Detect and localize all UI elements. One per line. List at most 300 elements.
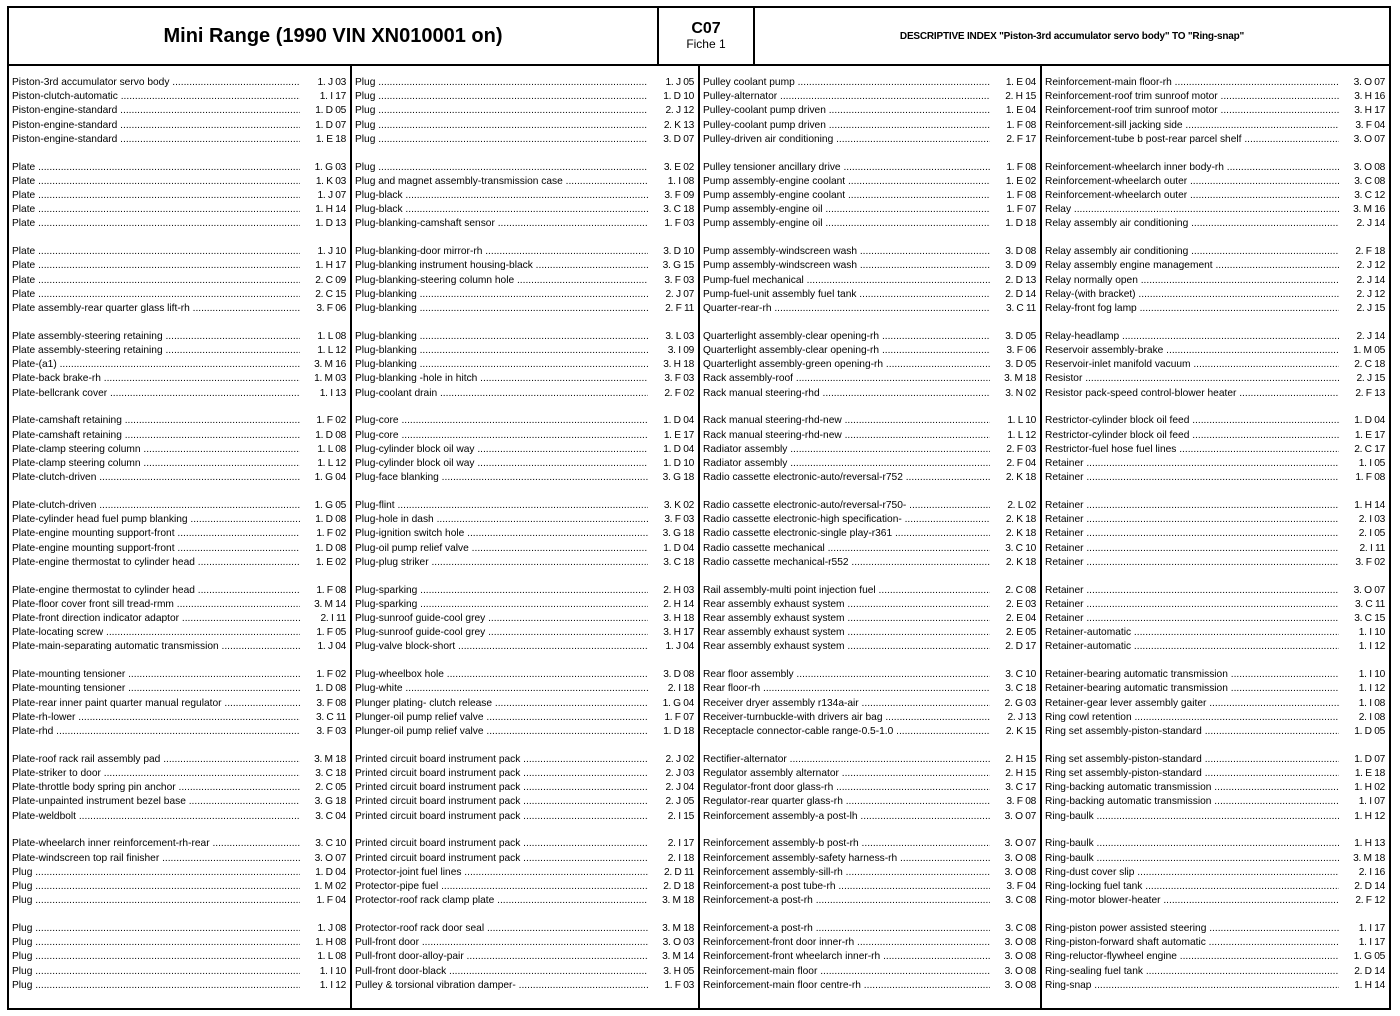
index-entry [9, 443, 350, 456]
index-entry [352, 119, 698, 132]
entry-description: Reinforcement-a post-rh ..... [703, 922, 990, 935]
entry-reference: 2. J 13 [1007, 711, 1036, 723]
entry-description: Plate-back brake-rh ..... [12, 372, 300, 385]
index-entry [1042, 330, 1389, 343]
entry-reference: 1. E 17 [1354, 429, 1385, 441]
index-entry [1042, 612, 1389, 625]
index-entry [352, 387, 698, 400]
entry-reference: 1. J 04 [665, 641, 694, 653]
entry-reference: 1. G 03 [314, 161, 346, 173]
entry-description: Plug-sunroof guide-cool grey ..... [355, 612, 648, 625]
index-entry [9, 781, 350, 794]
entry-description: Printed circuit board instrument pack ..... [355, 810, 648, 823]
index-entry [9, 274, 350, 287]
entry-reference: 1. F 05 [316, 627, 346, 639]
index-entry [352, 795, 698, 808]
index-entry [1042, 584, 1389, 597]
entry-description: Plate ..... [12, 161, 300, 174]
index-entry [9, 203, 350, 216]
entry-description: Plug ..... [12, 979, 300, 992]
entry-reference: 2. F 03 [1006, 443, 1036, 455]
entry-description: Plate assembly-steering retaining ..... [12, 344, 300, 357]
entry-reference: 3. C 08 [1005, 895, 1036, 907]
entry-description: Plug ..... [12, 922, 300, 935]
index-entry [700, 344, 1040, 357]
entry-reference: 2. E 03 [1005, 598, 1036, 610]
index-entry [352, 133, 698, 146]
entry-description: Rear assembly exhaust system ..... [703, 612, 990, 625]
entry-reference: 3. C 12 [1354, 190, 1385, 201]
entry-reference: 1. H 17 [315, 260, 346, 272]
index-entry [352, 90, 698, 103]
index-entry [9, 76, 350, 89]
entry-reference: 3. C 18 [1005, 683, 1036, 695]
entry-description: Reinforcement assembly-sill-rh ..... [703, 866, 990, 879]
index-entry [352, 457, 698, 470]
entry-reference: 2. C 08 [1005, 584, 1036, 596]
index-entry [700, 429, 1040, 442]
entry-reference: 2. G 03 [1004, 697, 1036, 709]
index-entry [1042, 979, 1389, 992]
entry-description: Reinforcement-wheelarch inner body-rh ..... [1045, 161, 1339, 174]
entry-reference: 3. F 03 [664, 373, 694, 385]
index-entry [700, 471, 1040, 484]
index-entry [9, 682, 350, 695]
index-entry [9, 104, 350, 117]
index-entry [1042, 429, 1389, 442]
entry-description: Plate-camshaft retaining ..... [12, 414, 300, 427]
entry-reference: 1. D 05 [1354, 726, 1385, 737]
index-entry [1042, 443, 1389, 456]
index-entry [700, 90, 1040, 103]
entry-reference: 3. F 03 [664, 514, 694, 526]
index-entry [352, 429, 698, 442]
entry-reference: 3. O 03 [662, 937, 694, 949]
entry-reference: 1. D 13 [315, 218, 346, 230]
entry-description: Pump-fuel mechanical ..... [703, 274, 990, 287]
entry-reference: 1. E 04 [1005, 105, 1036, 117]
entry-reference: 3. F 06 [316, 303, 346, 314]
entry-reference: 3. H 18 [663, 359, 694, 371]
entry-description: Retainer-automatic ..... [1045, 640, 1339, 653]
entry-reference: 1. F 07 [1006, 204, 1036, 216]
entry-description: Ring-motor blower-heater ..... [1045, 894, 1339, 907]
entry-reference: 3. O 07 [314, 852, 346, 864]
entry-reference: 1. H 08 [315, 937, 346, 949]
index-description: DESCRIPTIVE INDEX "Piston-3rd accumulator servo body" TO "Ring-snap" [899, 30, 1245, 42]
index-entry [1042, 711, 1389, 724]
index-entry [9, 852, 350, 865]
entry-description: Plug-blanking ..... [355, 302, 648, 315]
entry-description: Plate-clutch-driven ..... [12, 499, 300, 512]
entry-reference: 2. I 11 [320, 613, 346, 624]
entry-reference: 3. F 06 [1006, 345, 1036, 356]
index-entry [352, 894, 698, 907]
entry-description: Plate-engine thermostat to cylinder head ..... [12, 584, 300, 597]
entry-reference: 2. E 04 [1005, 613, 1036, 624]
entry-description: Ring-backing automatic transmission ..... [1045, 795, 1339, 808]
index-entry [700, 612, 1040, 625]
entry-reference: 2. D 14 [1005, 288, 1036, 300]
index-entry [1042, 626, 1389, 639]
entry-reference: 3. G 18 [662, 472, 694, 484]
entry-description: Restrictor-cylinder block oil feed ..... [1045, 414, 1339, 427]
index-entry [1042, 104, 1389, 117]
index-entry [352, 175, 698, 188]
entry-description: Relay assembly engine management ..... [1045, 259, 1339, 272]
entry-reference: 2. K 18 [1005, 556, 1036, 568]
entry-reference: 3. F 02 [1355, 556, 1385, 568]
entry-description: Retainer ..... [1045, 527, 1339, 540]
entry-reference: 2. J 15 [1356, 303, 1385, 314]
entry-reference: 1. I 17 [1358, 923, 1385, 934]
index-entry [9, 894, 350, 907]
index-entry [1042, 358, 1389, 371]
index-entry [700, 810, 1040, 823]
entry-reference: 1. H 12 [1354, 810, 1385, 822]
entry-reference: 1. I 12 [319, 979, 346, 991]
index-entry [9, 668, 350, 681]
entry-description: Retainer ..... [1045, 513, 1339, 526]
entry-description: Plug-plug striker ..... [355, 556, 648, 569]
index-entry [9, 922, 350, 935]
entry-reference: 2. F 12 [1355, 895, 1385, 907]
entry-description: Receiver-turnbuckle-with drivers air bag ..... [703, 711, 990, 724]
index-entry [1042, 810, 1389, 823]
index-entry [9, 753, 350, 766]
index-entry [1042, 936, 1389, 949]
entry-description: Protector-joint fuel lines ..... [355, 866, 648, 879]
entry-description: Plug ..... [12, 866, 300, 879]
entry-reference: 2. K 13 [663, 119, 694, 131]
entry-description: Piston-engine-standard ..... [12, 104, 300, 117]
entry-reference: 1. J 10 [317, 246, 346, 258]
entry-description: Plug-blanking-camshaft sensor ..... [355, 217, 648, 230]
entry-description: Printed circuit board instrument pack ..... [355, 767, 648, 780]
entry-description: Plug ..... [355, 133, 648, 146]
entry-reference: 3. C 08 [1005, 923, 1036, 934]
entry-reference: 1. F 08 [1006, 119, 1036, 131]
entry-reference: 3. D 07 [663, 133, 694, 145]
index-entry [352, 584, 698, 597]
entry-reference: 1. F 03 [664, 979, 694, 991]
fiche-number: Fiche 1 [686, 37, 726, 52]
entry-description: Plug-black ..... [355, 189, 648, 202]
entry-reference: 3. C 15 [1354, 613, 1385, 624]
entry-reference: 3. D 08 [1005, 246, 1036, 258]
entry-description: Retainer ..... [1045, 612, 1339, 625]
entry-description: Plug-flint ..... [355, 499, 648, 512]
entry-description: Plug-face blanking ..... [355, 471, 648, 484]
entry-description: Relay normally open ..... [1045, 274, 1339, 287]
index-entry [352, 810, 698, 823]
entry-description: Reinforcement-main floor ..... [703, 965, 990, 978]
entry-description: Plug-white ..... [355, 682, 648, 695]
index-entry [1042, 753, 1389, 766]
index-entry [9, 288, 350, 301]
entry-reference: 3. C 10 [1005, 542, 1036, 554]
index-entry [9, 598, 350, 611]
index-entry [700, 274, 1040, 287]
index-entry [700, 203, 1040, 216]
entry-description: Pump assembly-windscreen wash ..... [703, 259, 990, 272]
entry-reference: 1. H 13 [1354, 838, 1385, 850]
index-entry [700, 894, 1040, 907]
index-entry [9, 556, 350, 569]
entry-description: Retainer ..... [1045, 471, 1339, 484]
index-column-1 [9, 66, 350, 1008]
index-entry [352, 965, 698, 978]
entry-description: Plate ..... [12, 175, 300, 188]
entry-reference: 3. D 08 [663, 669, 694, 681]
entry-reference: 1. G 05 [1353, 951, 1385, 963]
entry-reference: 2. I 18 [667, 683, 694, 695]
entry-description: Plate-clutch-driven ..... [12, 471, 300, 484]
entry-reference: 3. O 08 [1004, 937, 1036, 949]
index-entry [1042, 725, 1389, 738]
entry-description: Plug-wheelbox hole ..... [355, 668, 648, 681]
index-entry [700, 288, 1040, 301]
index-column-4 [1040, 66, 1389, 1008]
entry-reference: 2. I 17 [667, 838, 694, 850]
index-entry [352, 76, 698, 89]
entry-reference: 3. H 05 [663, 965, 694, 977]
index-entry [700, 880, 1040, 893]
entry-description: Plug ..... [12, 894, 300, 907]
entry-reference: 2. D 13 [1005, 274, 1036, 286]
entry-reference: 3. C 04 [315, 810, 346, 822]
entry-description: Radio cassette electronic-auto/reversal-r752 ..... [703, 471, 990, 484]
entry-description: Ring set assembly-piston-standard ..... [1045, 725, 1339, 738]
index-entry [1042, 175, 1389, 188]
index-entry [9, 245, 350, 258]
entry-description: Plug-oil pump relief valve ..... [355, 542, 648, 555]
entry-reference: 1. J 08 [317, 923, 346, 934]
entry-description: Pump assembly-engine oil ..... [703, 203, 990, 216]
index-entry [1042, 414, 1389, 427]
entry-reference: 3. I 09 [667, 345, 694, 356]
entry-description: Pump assembly-engine coolant ..... [703, 175, 990, 188]
entry-reference: 1. L 08 [317, 330, 346, 342]
index-entry [700, 245, 1040, 258]
index-entry [352, 936, 698, 949]
entry-description: Plug-core ..... [355, 429, 648, 442]
entry-description: Plug ..... [355, 119, 648, 132]
index-column-3 [698, 66, 1040, 1008]
index-entry [700, 979, 1040, 992]
entry-reference: 3. F 04 [1006, 881, 1036, 892]
index-entry [352, 274, 698, 287]
entry-reference: 1. L 10 [1007, 415, 1036, 427]
entry-description: Protector-roof rack clamp plate ..... [355, 894, 648, 907]
entry-reference: 1. K 03 [315, 175, 346, 187]
entry-reference: 3. H 18 [663, 613, 694, 624]
entry-description: Printed circuit board instrument pack ..... [355, 753, 648, 766]
entry-description: Plug-core ..... [355, 414, 648, 427]
entry-description: Radiator assembly ..... [703, 457, 990, 470]
index-entry [1042, 133, 1389, 146]
entry-description: Plate-engine mounting support-front ..... [12, 527, 300, 540]
entry-reference: 2. K 18 [1005, 472, 1036, 484]
entry-reference: 3. G 18 [314, 796, 346, 808]
entry-description: Pull-front door-alloy-pair ..... [355, 950, 648, 963]
entry-description: Ring-piston power assisted steering ..... [1045, 922, 1339, 935]
entry-description: Plate-rear inner paint quarter manual regulator ..... [12, 697, 300, 710]
entry-description: Retainer-automatic ..... [1045, 626, 1339, 639]
index-entry [9, 866, 350, 879]
entry-reference: 2. K 15 [1005, 726, 1036, 737]
index-entry [700, 330, 1040, 343]
index-entry [352, 344, 698, 357]
index-entry [352, 880, 698, 893]
entry-reference: 3. K 02 [663, 500, 694, 511]
entry-reference: 1. J 03 [317, 77, 346, 88]
entry-reference: 2. J 12 [1356, 260, 1385, 272]
index-entry [700, 936, 1040, 949]
entry-reference: 1. F 02 [316, 528, 346, 540]
entry-reference: 1. M 03 [314, 373, 346, 385]
entry-reference: 2. H 14 [663, 598, 694, 610]
index-entry [700, 457, 1040, 470]
entry-reference: 1. D 04 [663, 415, 694, 427]
entry-reference: 3. O 08 [1004, 979, 1036, 991]
entry-description: Ring-dust cover slip ..... [1045, 866, 1339, 879]
index-entry [1042, 781, 1389, 794]
entry-description: Restrictor-fuel hose fuel lines ..... [1045, 443, 1339, 456]
entry-reference: 2. J 14 [1356, 274, 1385, 286]
entry-description: Reinforcement-a post tube-rh ..... [703, 880, 990, 893]
entry-description: Retainer ..... [1045, 584, 1339, 597]
entry-reference: 1. L 08 [317, 443, 346, 455]
entry-reference: 1. F 02 [316, 669, 346, 681]
index-entry [700, 866, 1040, 879]
entry-reference: 3. O 07 [1004, 810, 1036, 822]
entry-reference: 3. D 10 [663, 246, 694, 258]
entry-reference: 3. C 18 [315, 768, 346, 779]
entry-description: Plunger plating- clutch release ..... [355, 697, 648, 710]
entry-description: Plunger-oil pump relief valve ..... [355, 711, 648, 724]
entry-description: Retainer-gear lever assembly gaiter ..... [1045, 697, 1339, 710]
entry-description: Retainer-bearing automatic transmission ..... [1045, 682, 1339, 695]
entry-reference: 1. I 07 [1358, 796, 1385, 808]
index-entry [352, 866, 698, 879]
entry-reference: 3. C 18 [663, 556, 694, 568]
entry-reference: 2. J 04 [665, 782, 694, 794]
entry-reference: 3. C 17 [1005, 782, 1036, 794]
index-entry [9, 387, 350, 400]
entry-reference: 1. D 04 [315, 866, 346, 878]
entry-reference: 1. F 08 [1006, 190, 1036, 201]
entry-description: Plate-clamp steering column ..... [12, 443, 300, 456]
entry-description: Printed circuit board instrument pack ..... [355, 852, 648, 865]
entry-reference: 3. G 18 [662, 528, 694, 540]
entry-reference: 3. O 08 [1353, 161, 1385, 173]
entry-description: Plate-(a1) ..... [12, 358, 300, 371]
entry-description: Printed circuit board instrument pack ..... [355, 795, 648, 808]
index-entry [9, 414, 350, 427]
entry-description: Rack assembly-roof ..... [703, 372, 990, 385]
entry-description: Retainer ..... [1045, 499, 1339, 512]
entry-description: Plate-striker to door ..... [12, 767, 300, 780]
index-entry [700, 922, 1040, 935]
index-entry [9, 429, 350, 442]
entry-reference: 3. O 07 [1004, 838, 1036, 850]
index-entry [352, 950, 698, 963]
index-entry [9, 527, 350, 540]
entry-description: Plate-mounting tensioner ..... [12, 682, 300, 695]
entry-description: Piston-clutch-automatic ..... [12, 90, 300, 103]
entry-reference: 1. E 18 [315, 133, 346, 145]
entry-reference: 1. I 12 [1358, 683, 1385, 695]
entry-reference: 1. D 05 [315, 105, 346, 117]
entry-reference: 2. J 02 [665, 753, 694, 765]
entry-description: Reinforcement assembly-a post-lh ..... [703, 810, 990, 823]
index-entry [700, 725, 1040, 738]
entry-description: Plug ..... [12, 965, 300, 978]
entry-reference: 2. I 11 [1359, 542, 1385, 554]
index-entry [700, 513, 1040, 526]
index-entry [9, 344, 350, 357]
entry-description: Ring set assembly-piston-standard ..... [1045, 753, 1339, 766]
entry-reference: 3. O 07 [1353, 133, 1385, 145]
entry-reference: 3. O 08 [1004, 866, 1036, 878]
entry-reference: 3. C 11 [1006, 303, 1036, 314]
index-entry [700, 682, 1040, 695]
entry-reference: 1. D 07 [315, 119, 346, 131]
entry-description: Reinforcement-roof trim sunroof motor ..... [1045, 90, 1339, 103]
entry-reference: 2. J 12 [1356, 288, 1385, 300]
index-entry [1042, 682, 1389, 695]
index-entry [1042, 203, 1389, 216]
index-entry [700, 302, 1040, 315]
entry-reference: 3. E 02 [663, 161, 694, 173]
index-entry [9, 795, 350, 808]
index-entry [352, 626, 698, 639]
entry-reference: 3. F 04 [1355, 119, 1385, 131]
entry-reference: 3. M 18 [314, 753, 346, 765]
entry-description: Pulley coolant pump ..... [703, 76, 990, 89]
index-entry [352, 542, 698, 555]
entry-description: Plate-weldbolt ..... [12, 810, 300, 823]
index-entry [1042, 119, 1389, 132]
index-entry [9, 372, 350, 385]
entry-description: Ring-backing automatic transmission ..... [1045, 781, 1339, 794]
index-entry [700, 542, 1040, 555]
entry-reference: 3. G 15 [662, 260, 694, 272]
entry-reference: 3. F 08 [316, 697, 346, 709]
entry-description: Plate assembly-rear quarter glass lift-rh ..... [12, 302, 300, 315]
entry-reference: 2. F 02 [664, 387, 694, 399]
entry-reference: 1. I 10 [1358, 627, 1385, 639]
entry-description: Quarterlight assembly-clear opening-rh ..... [703, 344, 990, 357]
entry-reference: 2. K 18 [1005, 514, 1036, 526]
index-entry [700, 711, 1040, 724]
index-entry [1042, 189, 1389, 202]
entry-reference: 2. F 04 [1006, 458, 1036, 469]
entry-description: Plate-engine mounting support-front ..... [12, 542, 300, 555]
entry-description: Regulator assembly alternator ..... [703, 767, 990, 780]
entry-reference: 1. J 04 [317, 641, 346, 653]
index-entry [352, 259, 698, 272]
entry-reference: 2. E 05 [1005, 627, 1036, 639]
index-entry [1042, 288, 1389, 301]
entry-reference: 1. H 14 [1354, 979, 1385, 991]
entry-description: Plug ..... [355, 90, 648, 103]
index-entry [1042, 767, 1389, 780]
index-entry [9, 711, 350, 724]
entry-description: Radio cassette mechanical-r552 ..... [703, 556, 990, 569]
index-entry [9, 979, 350, 992]
